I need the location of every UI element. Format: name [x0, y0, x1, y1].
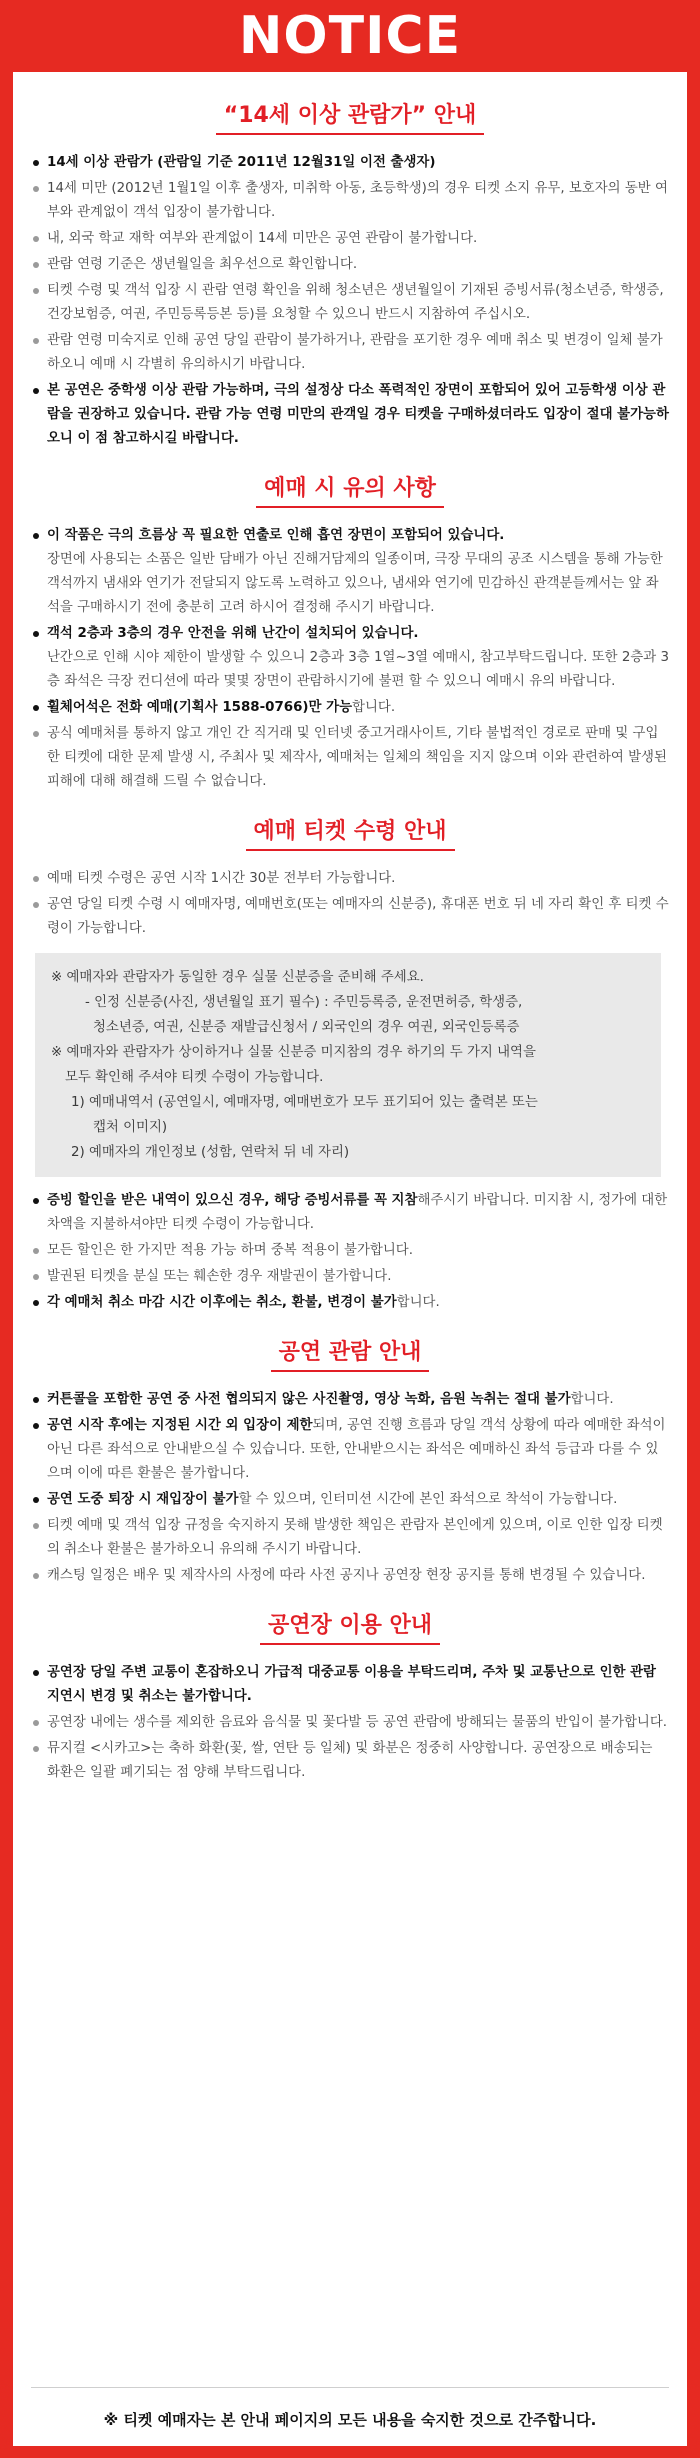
box-line: - 인정 신분증(사진, 생년월일 표기 필수) : 주민등록증, 운전면허증, 학생증, [85, 995, 523, 1010]
list-item: 티켓 수령 및 객석 입장 시 관람 연령 확인을 위해 청소년은 생년월일이 기재된 증빙서류(청소년증, 학생증, 건강보험증, 여권, 주민등록등본 등)를 요청할 수 있으니 반드시 지참하여 주십시오. [31, 279, 669, 327]
footer-divider [31, 2387, 669, 2388]
section-list [31, 1388, 669, 1588]
section-list [31, 1189, 669, 1315]
banner-title: NOTICE [238, 6, 462, 66]
notice-banner [13, 0, 687, 72]
box-line: 캡처 이미지) [93, 1120, 168, 1135]
list-item: 휠체어석은 전화 예매(기획사 1588-0766)만 가능합니다. [31, 696, 669, 720]
section-list [31, 1661, 669, 1785]
list-item: 14세 이상 관람가 (관람일 기준 2011년 12월31일 이전 출생자) [31, 151, 669, 175]
box-line: ※ 예매자와 관람자가 동일한 경우 실물 신분증을 준비해 주세요. [51, 970, 424, 985]
list-item: 커튼콜을 포함한 공연 중 사전 협의되지 않은 사진촬영, 영상 녹화, 음원 녹취는 절대 불가합니다. [31, 1388, 669, 1412]
section-age-rating [31, 98, 669, 451]
box-line: 청소년증, 여권, 신분증 재발급신청서 / 외국인의 경우 여권, 외국인등록증 [93, 1020, 520, 1035]
list-item: 캐스팅 일정은 배우 및 제작사의 사정에 따라 사전 공지나 공연장 현장 공지를 통해 변경될 수 있습니다. [31, 1564, 669, 1588]
list-item: 공연장 당일 주변 교통이 혼잡하오니 가급적 대중교통 이용을 부탁드리며, 주차 및 교통난으로 인한 관람 지연시 변경 및 취소는 불가합니다. [31, 1661, 669, 1709]
section-list [31, 524, 669, 794]
section-viewing-guide [31, 1335, 669, 1588]
list-item: 각 예매처 취소 마감 시간 이후에는 취소, 환불, 변경이 불가합니다. [31, 1291, 669, 1315]
list-item: 뮤지컬 <시카고>는 축하 화환(꽃, 쌀, 연탄 등 일체) 및 화분은 정중히 사양합니다. 공연장으로 배송되는 화환은 일괄 폐기되는 점 양해 부탁드립니다. [31, 1737, 669, 1785]
section-title: “14세 이상 관람가” 안내 [216, 98, 485, 135]
list-item: 공연 도중 퇴장 시 재입장이 불가할 수 있으며, 인터미션 시간에 본인 좌석으로 착석이 가능합니다. [31, 1488, 669, 1512]
list-item: 예매 티켓 수령은 공연 시작 1시간 30분 전부터 가능합니다. [31, 867, 669, 891]
section-title: 공연 관람 안내 [271, 1335, 430, 1372]
list-item: 관람 연령 미숙지로 인해 공연 당일 관람이 불가하거나, 관람을 포기한 경우 예매 취소 및 변경이 일체 불가하오니 예매 시 각별히 유의하시기 바랍니다. [31, 329, 669, 377]
section-list [31, 867, 669, 941]
section-booking-notes [31, 471, 669, 794]
box-line: 1) 예매내역서 (공연일시, 예매자명, 예매번호가 모두 표기되어 있는 출력본 또는 [71, 1095, 538, 1110]
list-item: 증빙 할인을 받은 내역이 있으신 경우, 해당 증빙서류를 꼭 지참해주시기 바랍니다. 미지참 시, 정가에 대한 차액을 지불하셔야만 티켓 수령이 가능합니다. [31, 1189, 669, 1237]
list-item: 발권된 티켓을 분실 또는 훼손한 경우 재발권이 불가합니다. [31, 1265, 669, 1289]
id-requirements-box [35, 953, 661, 1177]
footer-notice: ※ 티켓 예매자는 본 안내 페이지의 모든 내용을 숙지한 것으로 간주합니다. [103, 2411, 597, 2429]
list-item: 이 작품은 극의 흐름상 꼭 필요한 연출로 인해 흡연 장면이 포함되어 있습니다. 장면에 사용되는 소품은 일반 담배가 아닌 진해거담제의 일종이며, 극장 무대의 공조 시스템을 통해 가능한 객석까지 냄새와 연기가 전달되지 않도록 노력하고 있으나, 냄새와 연기에 민감하신 관객분들께서는 앞 좌석을 구매하시기 전에 충분히 고려 하시어 결정해 주시기 바랍니다. [31, 524, 669, 620]
list-item: 내, 외국 학교 재학 여부와 관계없이 14세 미만은 공연 관람이 불가합니다. [31, 227, 669, 251]
box-line: 모두 확인해 주셔야 티켓 수령이 가능합니다. [65, 1070, 324, 1085]
list-item: 공식 예매처를 통하지 않고 개인 간 직거래 및 인터넷 중고거래사이트, 기타 불법적인 경로로 판매 및 구입한 티켓에 대한 문제 발생 시, 주최사 및 제작사, 예매처는 일체의 책임을 지지 않으며 이와 관련하여 발생된 피해에 대해 해결해 드릴 수 없습니다. [31, 722, 669, 794]
list-item: 모든 할인은 한 가지만 적용 가능 하며 중복 적용이 불가합니다. [31, 1239, 669, 1263]
list-item: 티켓 예매 및 객석 입장 규정을 숙지하지 못해 발생한 책임은 관람자 본인에게 있으며, 이로 인한 입장 티켓의 취소나 환불은 불가하오니 유의해 주시기 바랍니다. [31, 1514, 669, 1562]
list-item: 공연 시작 후에는 지정된 시간 외 입장이 제한되며, 공연 진행 흐름과 당일 객석 상황에 따라 예매한 좌석이 아닌 다른 좌석으로 안내받으실 수 있습니다. 또한, 안내받으시는 좌석은 예매하신 좌석 등급과 다를 수 있으며 이에 따른 환불은 불가합니다. [31, 1414, 669, 1486]
box-line: 2) 예매자의 개인정보 (성함, 연락처 뒤 네 자리) [71, 1145, 350, 1160]
section-list [31, 151, 669, 451]
section-ticket-pickup [31, 814, 669, 1315]
list-item: 본 공연은 중학생 이상 관람 가능하며, 극의 설정상 다소 폭력적인 장면이 포함되어 있어 고등학생 이상 관람을 권장하고 있습니다. 관람 가능 연령 미만의 관객일 경우 티켓을 구매하셨더라도 입장이 절대 불가능하오니 이 점 참고하시길 바랍니다. [31, 379, 669, 451]
notice-panel [13, 72, 687, 2446]
section-venue-guide [31, 1608, 669, 1785]
list-item: 14세 미만 (2012년 1월1일 이후 출생자, 미취학 아동, 초등학생)의 경우 티켓 소지 유무, 보호자의 동반 여부와 관계없이 객석 입장이 불가합니다. [31, 177, 669, 225]
box-line: ※ 예매자와 관람자가 상이하거나 실물 신분증 미지참의 경우 하기의 두 가지 내역을 [51, 1045, 536, 1060]
section-title: 공연장 이용 안내 [260, 1608, 440, 1645]
section-title: 예매 티켓 수령 안내 [246, 814, 455, 851]
list-item: 객석 2층과 3층의 경우 안전을 위해 난간이 설치되어 있습니다. 난간으로 인해 시야 제한이 발생할 수 있으니 2층과 3층 1열~3열 예매시, 참고부탁드립니다. 또한 2층과 3층 좌석은 극장 컨디션에 따라 몇몇 장면이 관람하시기에 불편 할 수 있으니 예매시 유의 바랍니다. [31, 622, 669, 694]
list-item: 공연 당일 티켓 수령 시 예매자명, 예매번호(또는 예매자의 신분증), 휴대폰 번호 뒤 네 자리 확인 후 티켓 수령이 가능합니다. [31, 893, 669, 941]
section-title: 예매 시 유의 사항 [256, 471, 444, 508]
list-item: 관람 연령 기준은 생년월일을 최우선으로 확인합니다. [31, 253, 669, 277]
list-item: 공연장 내에는 생수를 제외한 음료와 음식물 및 꽃다발 등 공연 관람에 방해되는 물품의 반입이 불가합니다. [31, 1711, 669, 1735]
